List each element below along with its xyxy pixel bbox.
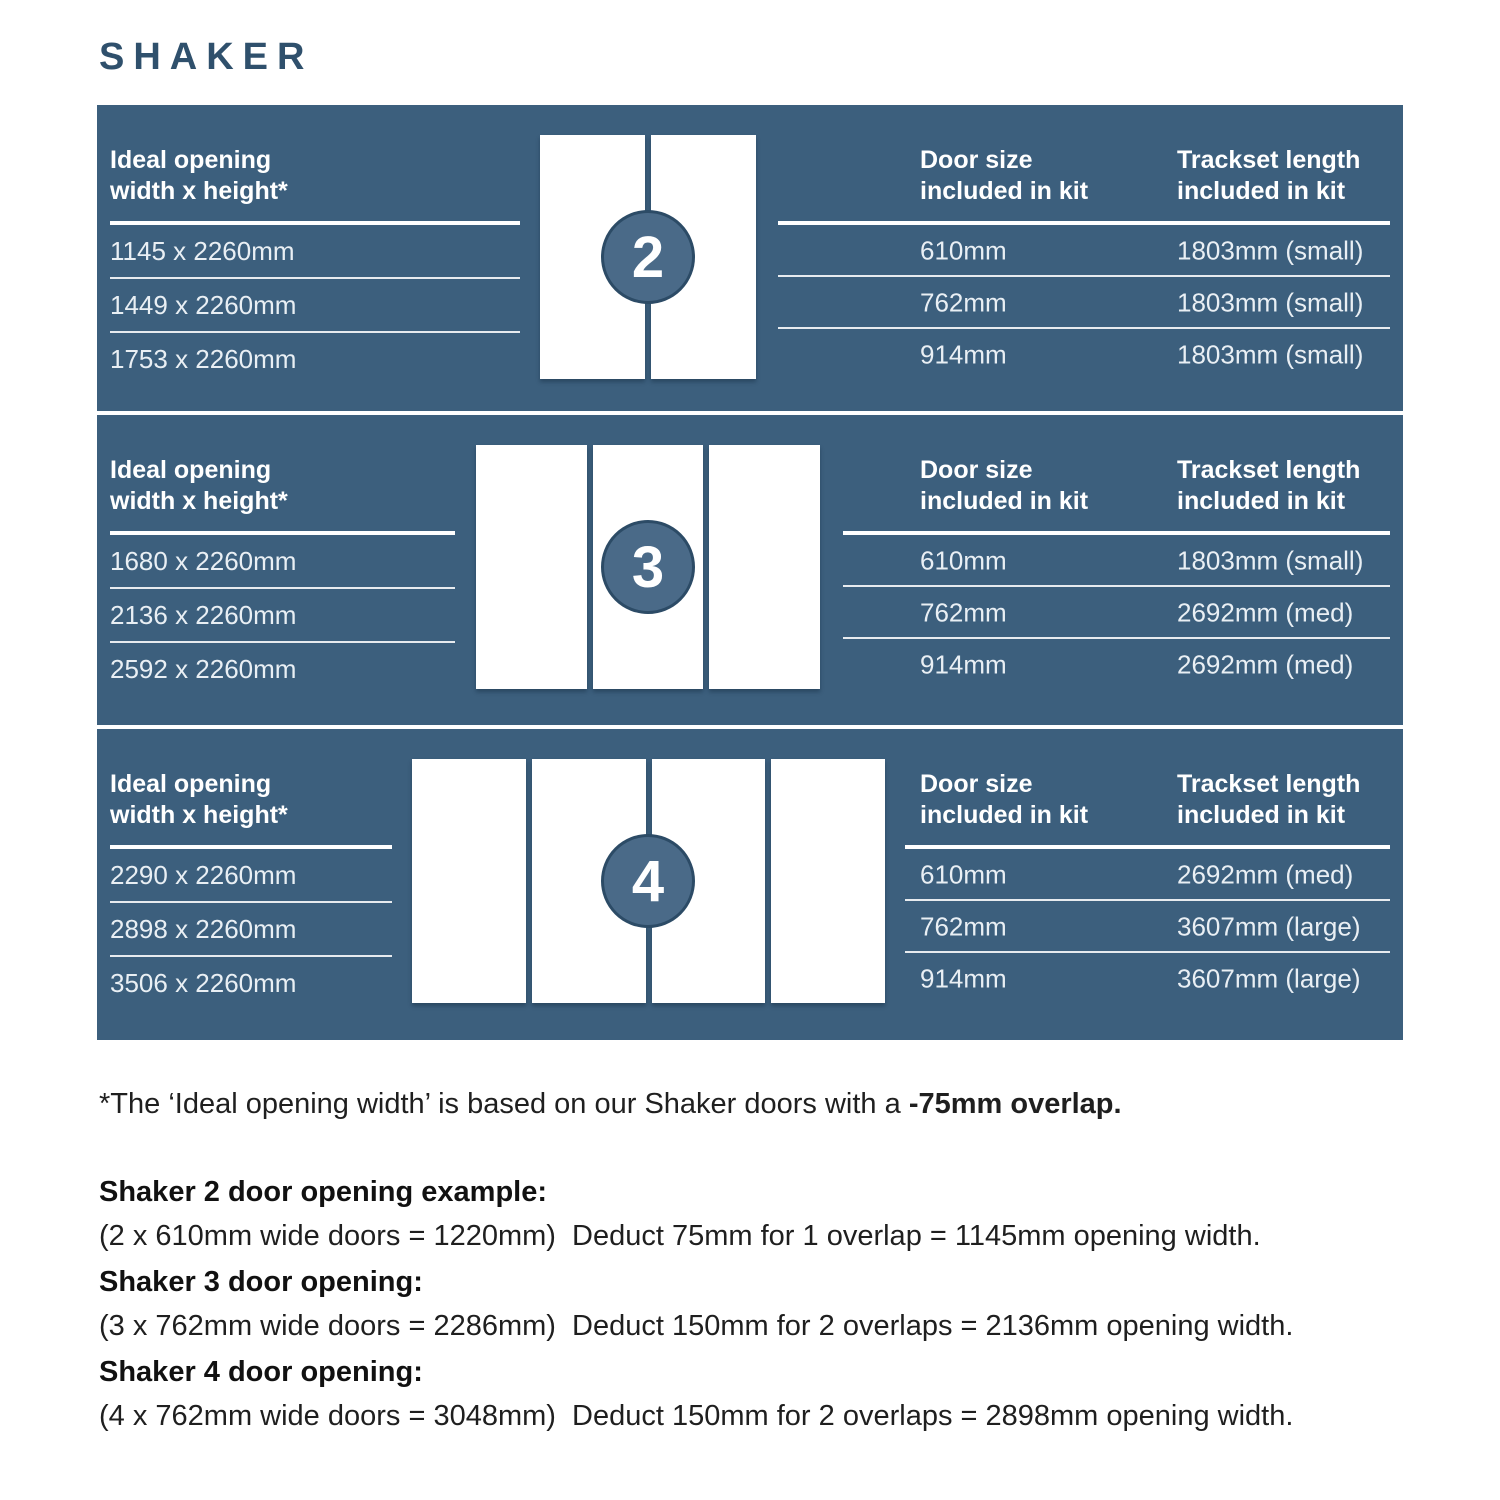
ideal-opening-header-line1: Ideal opening bbox=[110, 146, 272, 174]
ideal-opening-header-line2: width x height* bbox=[110, 177, 288, 205]
door-size-header-line1: Door size bbox=[920, 146, 1033, 174]
trackset-header-line2: included in kit bbox=[1177, 177, 1346, 205]
section-3-door bbox=[97, 415, 1403, 725]
door-size-header bbox=[920, 455, 1088, 517]
trackset-value: 2692mm (med) bbox=[1177, 597, 1354, 628]
trackset-header-line2: included in kit bbox=[1177, 801, 1346, 829]
trackset-header-line1: Trackset length bbox=[1177, 456, 1361, 484]
example-heading: Shaker 3 door opening: bbox=[99, 1266, 423, 1298]
door-size-value: 762mm bbox=[920, 911, 1007, 942]
door-size-value: 610mm bbox=[920, 545, 1007, 576]
trackset-header bbox=[1177, 455, 1360, 517]
door-size-header-line1: Door size bbox=[920, 456, 1033, 484]
footnote-bold: -75mm overlap. bbox=[908, 1088, 1122, 1120]
kit-table bbox=[97, 729, 1403, 1040]
ideal-opening-row: 2290 x 2260mm bbox=[110, 849, 392, 903]
example-group bbox=[99, 1356, 1293, 1432]
trackset-value: 3607mm (large) bbox=[1177, 911, 1361, 942]
trackset-value: 2692mm (med) bbox=[1177, 859, 1354, 890]
door-size-header-line2: included in kit bbox=[920, 177, 1089, 205]
examples-block bbox=[99, 1176, 1293, 1446]
example-heading: Shaker 4 door opening: bbox=[99, 1356, 423, 1388]
door-size-value: 762mm bbox=[920, 287, 1007, 318]
door-size-header-line2: included in kit bbox=[920, 801, 1089, 829]
size-chart-panel bbox=[97, 105, 1403, 1040]
kit-row bbox=[97, 901, 1403, 953]
example-body: (4 x 762mm wide doors = 3048mm) Deduct 150mm for 2 overlaps = 2898mm opening width. bbox=[99, 1400, 1294, 1432]
section-4-door bbox=[97, 729, 1403, 1040]
trackset-value: 1803mm (small) bbox=[1177, 339, 1364, 370]
kit-row bbox=[97, 849, 1403, 901]
footnote-text: *The ‘Ideal opening width’ is based on our Shaker doors with a bbox=[99, 1088, 909, 1120]
door-count-badge: 2 bbox=[601, 210, 695, 304]
ideal-opening-row: 1680 x 2260mm bbox=[110, 535, 455, 589]
trackset-value: 1803mm (small) bbox=[1177, 545, 1364, 576]
ideal-opening-row: 1753 x 2260mm bbox=[110, 343, 297, 374]
ideal-opening-header-line1: Ideal opening bbox=[110, 770, 272, 798]
ideal-opening-row: 3506 x 2260mm bbox=[110, 967, 297, 998]
page-title: SHAKER bbox=[99, 36, 314, 78]
ideal-opening-header-line2: width x height* bbox=[110, 801, 288, 829]
section-2-door bbox=[97, 105, 1403, 411]
trackset-value: 2692mm (med) bbox=[1177, 649, 1354, 680]
door-size-value: 610mm bbox=[920, 859, 1007, 890]
door-size-value: 914mm bbox=[920, 649, 1007, 680]
ideal-opening-header-line1: Ideal opening bbox=[110, 456, 272, 484]
door-size-header-line2: included in kit bbox=[920, 487, 1089, 515]
example-body: (3 x 762mm wide doors = 2286mm) Deduct 150mm for 2 overlaps = 2136mm opening width. bbox=[99, 1310, 1294, 1342]
footnote bbox=[99, 1088, 1122, 1121]
kit-table bbox=[97, 105, 1403, 411]
door-count-badge: 4 bbox=[601, 834, 695, 928]
ideal-opening-row: 1449 x 2260mm bbox=[110, 279, 520, 333]
door-size-header-line1: Door size bbox=[920, 770, 1033, 798]
trackset-header-line1: Trackset length bbox=[1177, 770, 1361, 798]
kit-row bbox=[97, 639, 1403, 691]
kit-row bbox=[97, 329, 1403, 381]
door-size-value: 914mm bbox=[920, 339, 1007, 370]
door-size-value: 762mm bbox=[920, 597, 1007, 628]
trackset-header-line1: Trackset length bbox=[1177, 146, 1361, 174]
kit-row bbox=[97, 277, 1403, 329]
kit-row bbox=[97, 535, 1403, 587]
ideal-opening-row: 2592 x 2260mm bbox=[110, 653, 297, 684]
door-size-value: 610mm bbox=[920, 235, 1007, 266]
door-size-value: 914mm bbox=[920, 963, 1007, 994]
trackset-header bbox=[1177, 145, 1360, 207]
example-heading: Shaker 2 door opening example: bbox=[99, 1176, 547, 1208]
trackset-header-line2: included in kit bbox=[1177, 487, 1346, 515]
door-size-header bbox=[920, 145, 1088, 207]
example-group bbox=[99, 1266, 1293, 1342]
trackset-value: 1803mm (small) bbox=[1177, 235, 1364, 266]
trackset-value: 3607mm (large) bbox=[1177, 963, 1361, 994]
trackset-header bbox=[1177, 769, 1360, 831]
kit-row bbox=[97, 225, 1403, 277]
kit-row bbox=[97, 953, 1403, 1005]
door-size-header bbox=[920, 769, 1088, 831]
trackset-value: 1803mm (small) bbox=[1177, 287, 1364, 318]
kit-table bbox=[97, 415, 1403, 725]
ideal-opening-header-line2: width x height* bbox=[110, 487, 288, 515]
ideal-opening-row: 1145 x 2260mm bbox=[110, 225, 520, 279]
example-group bbox=[99, 1176, 1293, 1252]
ideal-opening-row: 2136 x 2260mm bbox=[110, 589, 455, 643]
door-count-badge: 3 bbox=[601, 520, 695, 614]
example-body: (2 x 610mm wide doors = 1220mm) Deduct 75mm for 1 overlap = 1145mm opening width. bbox=[99, 1220, 1261, 1252]
ideal-opening-row: 2898 x 2260mm bbox=[110, 903, 392, 957]
kit-row bbox=[97, 587, 1403, 639]
